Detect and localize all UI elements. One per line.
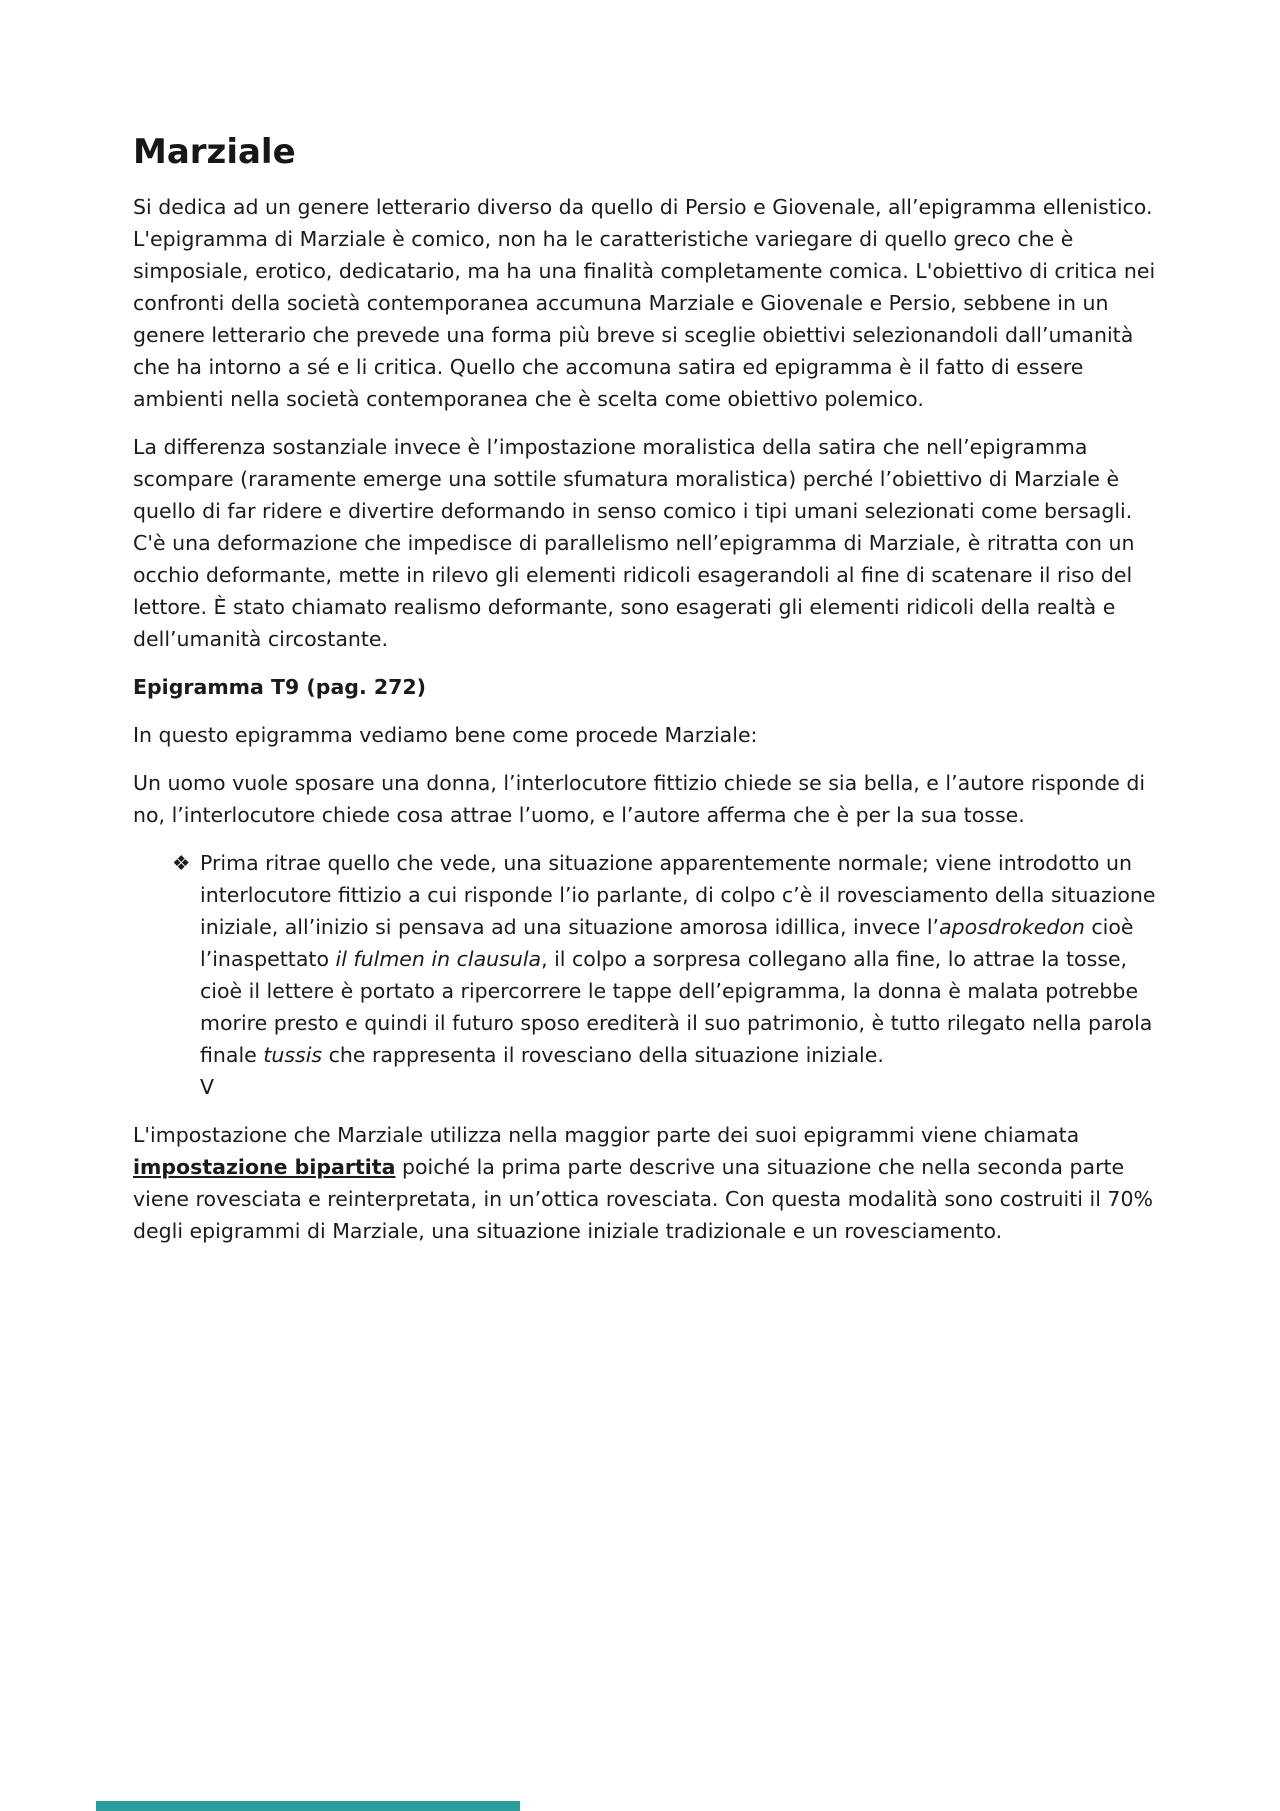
italic-text: tussis	[263, 1042, 323, 1067]
paragraph: Un uomo vuole sposare una donna, l’interlocutore fittizio chiede se sia bella, e l’autore risponde di no, l’interlocutore chiede cosa attrae l’uomo, e l’autore afferma che è per la sua tosse.	[133, 770, 1146, 827]
key-term: impostazione bipartita	[133, 1154, 396, 1179]
highlight-bar	[96, 1801, 520, 1811]
italic-text: aposdrokedon	[939, 914, 1085, 939]
paragraph: L'impostazione che Marziale utilizza nella maggior parte dei suoi epigrammi viene chiamata impostazione bipartita poiché la prima parte descrive una situazione che nella seconda parte viene rovesciata e reinterpretata, in un’ottica rovesciata. Con questa modalità sono costruiti il 70% degli epigrammi di Marziale, una situazione iniziale tradizionale e un rovesciamento.	[133, 1122, 1153, 1243]
bullet-item: ❖ Prima ritrae quello che vede, una situazione apparentemente normale; viene introdotto un interlocutore fittizio a cui risponde l’io parlante, di colpo c’è il rovesciamento della situazione iniziale, all’inizio si pensava ad una situazione amorosa idillica, invece l’aposdrokedon cioè l’inaspettato il fulmen in clausula, il colpo a sorpresa collegano alla fine, lo attrae la tosse, cioè il lettere è portato a ripercorrere le tappe dell’epigramma, la donna è malata potrebbe morire presto e quindi il futuro sposo erediterà il suo patrimonio, è tutto rilegato nella parola finale tussis che rappresenta il rovesciano della situazione iniziale. V	[133, 847, 1163, 1103]
section-heading: Epigramma T9 (pag. 272)	[133, 674, 427, 699]
paragraph: Si dedica ad un genere letterario diverso da quello di Persio e Giovenale, all’epigramma ellenistico. L'epigramma di Marziale è comico, non ha le caratteristiche variegare di quello greco che è simposiale, erotico, dedicatario, ma ha una finalità completamente comica. L'obiettivo di critica nei confronti della società contemporanea accumuna Marziale e Giovenale e Persio, sebbene in un genere letterario che prevede una forma più breve si sceglie obiettivi selezionandoli dall’umanità che ha intorno a sé e li critica. Quello che accomuna satira ed epigramma è il fatto di essere ambienti nella società contemporanea che è scelta come obiettivo polemico.	[133, 194, 1156, 411]
paragraph: La differenza sostanziale invece è l’impostazione moralistica della satira che nell’epigramma scompare (raramente emerge una sottile sfumatura moralistica) perché l’obiettivo di Marziale è quello di far ridere e divertire deformando in senso comico i tipi umani selezionati come bersagli. C'è una deformazione che impedisce di parallelismo nell’epigramma di Marziale, è ritratta con un occhio deformante, mette in rilevo gli elementi ridicoli esagerandoli al fine di scatenare il riso del lettore. È stato chiamato realismo deformante, sono esagerati gli elementi ridicoli della realtà e dell’umanità circostante.	[133, 434, 1135, 651]
document-title: Marziale	[133, 132, 296, 172]
italic-text: il fulmen in clausula	[335, 946, 542, 971]
paragraph: In questo epigramma vediamo bene come procede Marziale:	[133, 722, 758, 747]
bullet-marker-icon: ❖	[172, 850, 191, 875]
document-body	[133, 191, 1163, 1247]
